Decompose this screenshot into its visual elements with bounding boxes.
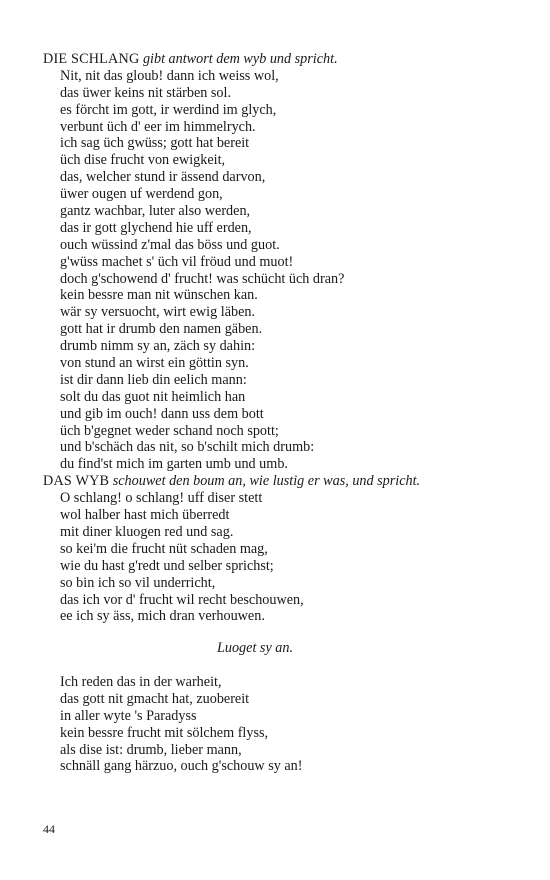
verse-line: üch dise frucht von ewigkeit, [60, 152, 226, 169]
verse-line: wie du hast g'redt und selber sprichst; [60, 557, 274, 574]
page-number: 44 [43, 822, 55, 836]
verse-line: ist dir dann lieb din eelich mann: [60, 371, 247, 388]
verse-line: ich sag üch gwüss; gott hat bereit [60, 135, 250, 152]
verse-line: so kei'm die frucht nüt schaden mag, [60, 540, 268, 557]
verse-line: g'wüss machet s' üch vil fröud und muot! [60, 253, 294, 270]
dialogue-block [43, 51, 513, 625]
verse-line: und b'schäch das nit, so b'schilt mich drumb: [60, 439, 315, 456]
verse-line: Nit, nit das gloub! dann ich weiss wol, [60, 67, 279, 84]
verse-line: ouch wüssind z'mal das böss und guot. [60, 236, 280, 253]
verse-line: das üwer keins nit stärben sol. [60, 84, 232, 101]
verse-line: kein bessre frucht mit sölchem flyss, [60, 724, 269, 741]
verse-line: das ich vor d' frucht wil recht beschouwen, [60, 591, 304, 608]
verse-line: solt du das guot nit heimlich han [60, 388, 246, 405]
verse-line: drumb nimm sy an, zäch sy dahin: [60, 338, 256, 355]
verse-line: Ich reden das in der warheit, [60, 674, 222, 690]
verse-line: es förcht im gott, ir werdind im glych, [60, 101, 277, 118]
speaker-name: DAS WYB [43, 473, 110, 490]
verse-line: von stund an wirst ein göttin syn. [60, 355, 249, 372]
verse-line: gott hat ir drumb den namen gäben. [60, 321, 263, 338]
verse-line: kein bessre man nit wünschen kan. [60, 287, 258, 304]
verse-line: gantz wachbar, luter also werden, [60, 203, 251, 220]
verse-line: und gib im ouch! dann uss dem bott [60, 405, 264, 422]
verse-line: schnäll gang härzuo, ouch g'schouw sy an! [60, 758, 303, 775]
verse-line: O schlang! o schlang! uff diser stett [60, 490, 263, 507]
verse-line: das ir gott glychend hie uff erden, [60, 219, 252, 236]
verse-line: ee ich sy äss, mich dran verhouwen. [60, 608, 265, 625]
speaker-direction: gibt antwort dem wyb und spricht. [142, 51, 338, 67]
verse-line: verbunt üch d' eer im himmelrych. [60, 118, 256, 135]
verse-line: doch g'schowend d' frucht! was schücht üch dran? [60, 270, 345, 287]
verse-line: wär sy versuocht, wirt ewig läben. [60, 304, 256, 321]
verse-line: so bin ich so vil underricht, [60, 574, 216, 591]
verse-line: in aller wyte 's Paradyss [60, 707, 197, 724]
speaker-line-schlang [43, 51, 513, 68]
continuation-block [43, 674, 513, 775]
verse-line: als dise ist: drumb, lieber mann, [60, 741, 242, 758]
speaker-line-wyb [43, 473, 513, 490]
verse-line: mit diner kluogen red und sag. [60, 523, 234, 540]
verse-line: das gott nit gmacht hat, zuobereit [60, 690, 250, 707]
verse-line: du find'st mich im garten umb und umb. [60, 456, 288, 473]
speaker-direction: schouwet den boum an, wie lustig er was, und spricht. [112, 473, 421, 490]
speaker-name: DIE SCHLANG [43, 51, 140, 67]
verse-line: das, welcher stund ir ässend darvon, [60, 169, 266, 186]
verse-line: üwer ougen uf werdend gon, [60, 186, 223, 203]
stage-direction: Luoget sy an. [216, 640, 294, 656]
verse-line: wol halber hast mich überredt [60, 507, 230, 524]
verse-line: üch b'gegnet weder schand noch spott; [60, 422, 279, 439]
